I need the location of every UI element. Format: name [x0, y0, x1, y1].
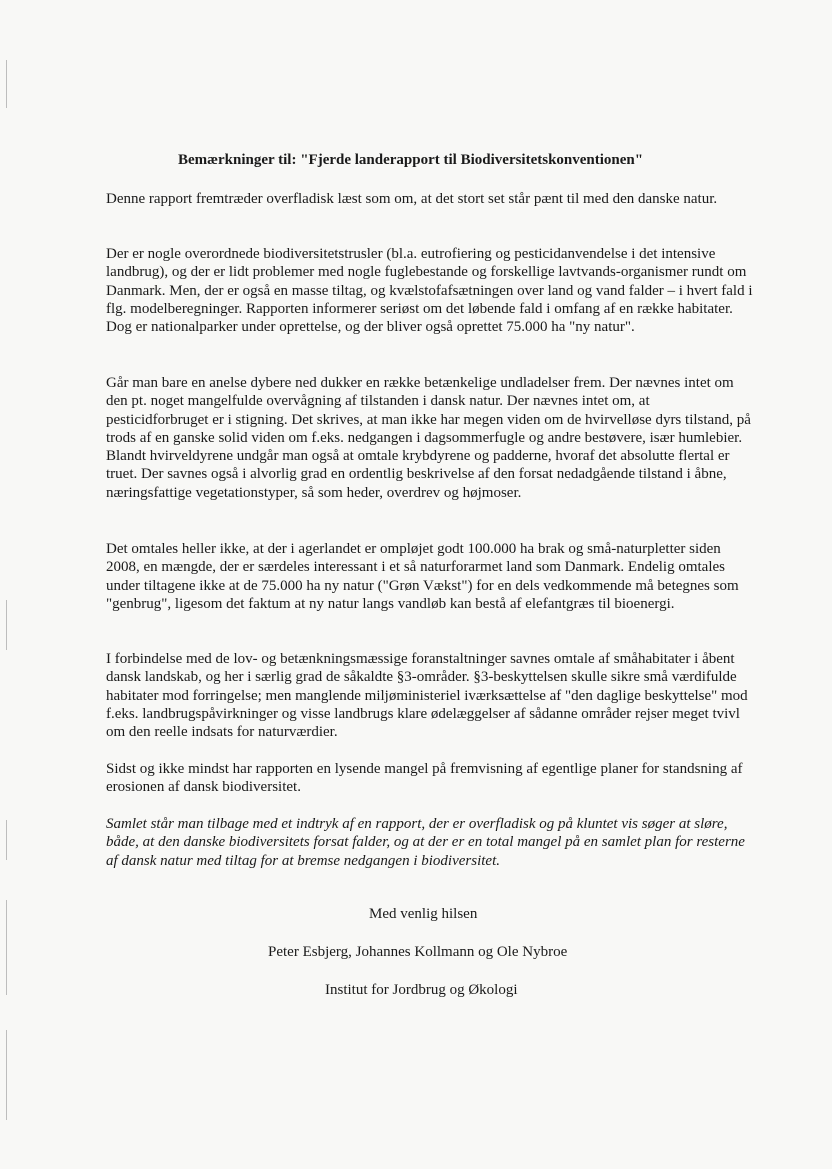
- paragraph-farmland: Det omtales heller ikke, at der i agerlandet er ompløjet godt 100.000 ha brak og små-naturpletter siden 2008, en mængde, der er særdeles interessant i et så naturforarmet land som Danmark. Endelig omtales under tiltagene ikke at de 75.000 ha ny natur ("Grøn Vækst") for en dels vedkommende må betegnes som "genbrug", ligesom det faktum at ny natur langs vandløb kan bestå af elefantgræs til bioenergi.: [106, 541, 739, 612]
- scan-edge-mark: [6, 900, 7, 995]
- paragraph-lacking-plans: Sidst og ikke mindst har rapporten en lysende mangel på fremvisning af egentlige planer for standsning af erosionen af dansk biodiversitet.: [106, 761, 743, 796]
- scan-edge-mark: [6, 1030, 7, 1120]
- document-title: Bemærkninger til: "Fjerde landerapport til Biodiversitetskonventionen": [178, 152, 644, 168]
- scan-edge-mark: [6, 820, 7, 860]
- paragraph-threats: Der er nogle overordnede biodiversitetstrusler (bl.a. eutrofiering og pesticidanvendelse i det intensive landbrug), og der er lidt problemer med nogle fuglebestande og forskellige lavtvands-organismer rundt om Danmark. Men, der er også en masse tiltag, og kvælstofafsætningen over land og vand falder – i hvert fald i flg. modelberegninger. Rapporten informerer seriøst om det løbende fald i omfang af en række habitater. Dog er nationalparker under oprettelse, og der bliver også oprettet 75.000 ha "ny natur".: [106, 246, 753, 336]
- closing-greeting: Med venlig hilsen: [369, 906, 478, 922]
- paragraph-small-habitats: I forbindelse med de lov- og betænkningsmæssige foranstaltninger savnes omtale af småhabitater i åbent dansk landskab, og her i særlig grad de såkaldte §3-områder. §3-beskyttelsen skulle sikre små værdifulde habitater mod forringelse; men manglende miljøministeriel iværksættelse af "den daglige beskyttelse" mod f.eks. landbrugspåvirkninger og visse landbrugs klare ødelæggelser af sådanne områder rejser meget tvivl om den reelle indsats for naturværdier.: [106, 651, 748, 741]
- institution-name: Institut for Jordbrug og Økologi: [325, 982, 518, 998]
- scan-edge-mark: [6, 600, 7, 650]
- paragraph-omissions: Går man bare en anelse dybere ned dukker en række betænkelige undladelser frem. Der nævnes intet om den pt. noget mangelfulde overvågning af tilstanden i dansk natur. Der nævnes intet om, at pesticidforbruget er i stigning. Det skrives, at man ikke har megen viden om de hvirvelløse dyrs tilstand, på trods af en ganske solid viden om f.eks. nedgangen i dagsommerfugle og andre bestøvere, især humlebier. Blandt hvirveldyrene undgår man også at omtale krybdyrene og padderne, hvoraf det absolutte flertal er truet. Der savnes også i alvorlig grad en ordentlig beskrivelse af den forsat nedadgående tilstand i åbne, næringsfattige vegetationstyper, så som heder, overdrev og højmoser.: [106, 375, 751, 501]
- paragraph-conclusion: Samlet står man tilbage med et indtryk af en rapport, der er overfladisk og på kluntet vis søger at sløre, både, at den danske biodiversitets forsat falder, og at der er en total mangel på en samlet plan for resterne af dansk natur med tiltag for at bremse nedgangen i biodiversitet.: [106, 816, 745, 869]
- scan-edge-mark: [6, 60, 7, 108]
- author-names: Peter Esbjerg, Johannes Kollmann og Ole Nybroe: [268, 944, 568, 960]
- paragraph-intro: Denne rapport fremtræder overfladisk læst som om, at det stort set står pænt til med den danske natur.: [106, 191, 718, 207]
